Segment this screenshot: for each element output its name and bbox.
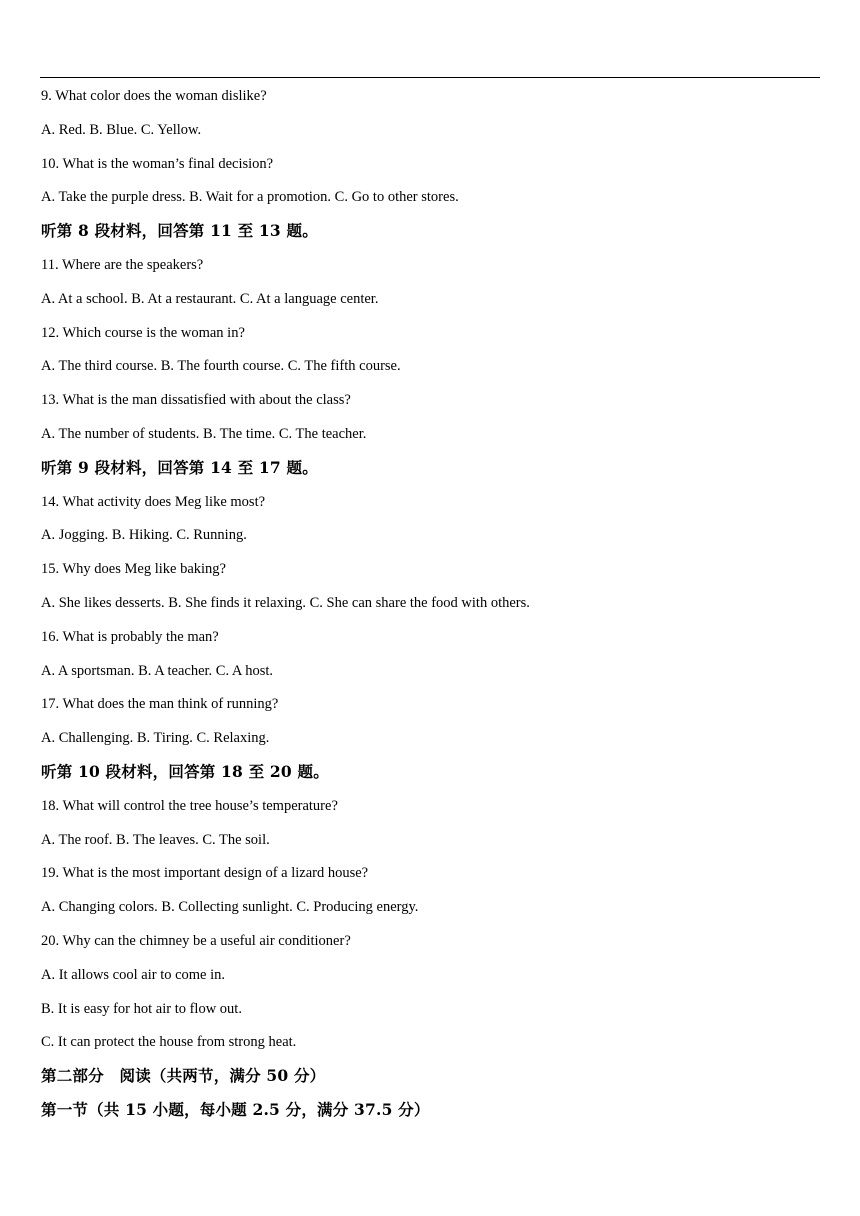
document-body	[41, 85, 821, 1133]
options-14: A. Jogging. B. Hiking. C. Running.	[41, 527, 247, 544]
question-13: 13. What is the man dissatisfied with about the class?	[41, 392, 351, 409]
section-heading-10: 听第 10 段材料，回答第 18 至 20 题。	[41, 761, 329, 781]
header-rule	[40, 77, 820, 78]
option-20-b: B. It is easy for hot air to flow out.	[41, 1000, 242, 1017]
question-20: 20. Why can the chimney be a useful air conditioner?	[41, 932, 351, 949]
question-11: 11. Where are the speakers?	[41, 256, 204, 273]
question-10: 10. What is the woman’s final decision?	[41, 155, 274, 172]
question-12: 12. Which course is the woman in?	[41, 324, 245, 341]
question-14: 14. What activity does Meg like most?	[41, 493, 266, 510]
option-20-a: A. It allows cool air to come in.	[41, 966, 226, 983]
section-heading-8: 听第 8 段材料，回答第 11 至 13 题。	[41, 221, 318, 241]
part-two-heading: 第二部分 阅读（共两节，满分 50 分）	[41, 1066, 326, 1086]
options-11: A. At a school. B. At a restaurant. C. At a language center.	[41, 290, 379, 307]
question-17: 17. What does the man think of running?	[41, 696, 279, 713]
question-15: 15. Why does Meg like baking?	[41, 561, 226, 578]
options-9: A. Red. B. Blue. C. Yellow.	[41, 121, 202, 138]
question-16: 16. What is probably the man?	[41, 628, 219, 645]
section-one-heading: 第一节（共 15 小题，每小题 2.5 分，满分 37.5 分）	[41, 1099, 430, 1119]
options-16: A. A sportsman. B. A teacher. C. A host.	[41, 662, 274, 679]
options-19: A. Changing colors. B. Collecting sunlight. C. Producing energy.	[41, 899, 419, 916]
options-15: A. She likes desserts. B. She finds it relaxing. C. She can share the food with others.	[41, 594, 530, 611]
options-18: A. The roof. B. The leaves. C. The soil.	[41, 831, 270, 848]
options-12: A. The third course. B. The fourth course. C. The fifth course.	[41, 358, 401, 375]
option-20-c: C. It can protect the house from strong heat.	[41, 1034, 297, 1051]
section-heading-9: 听第 9 段材料，回答第 14 至 17 题。	[41, 457, 318, 477]
options-17: A. Challenging. B. Tiring. C. Relaxing.	[41, 730, 270, 747]
options-13: A. The number of students. B. The time. C. The teacher.	[41, 425, 367, 442]
question-19: 19. What is the most important design of a lizard house?	[41, 865, 369, 882]
options-10: A. Take the purple dress. B. Wait for a promotion. C. Go to other stores.	[41, 189, 459, 206]
question-18: 18. What will control the tree house’s temperature?	[41, 797, 338, 814]
question-9: 9. What color does the woman dislike?	[41, 88, 267, 104]
